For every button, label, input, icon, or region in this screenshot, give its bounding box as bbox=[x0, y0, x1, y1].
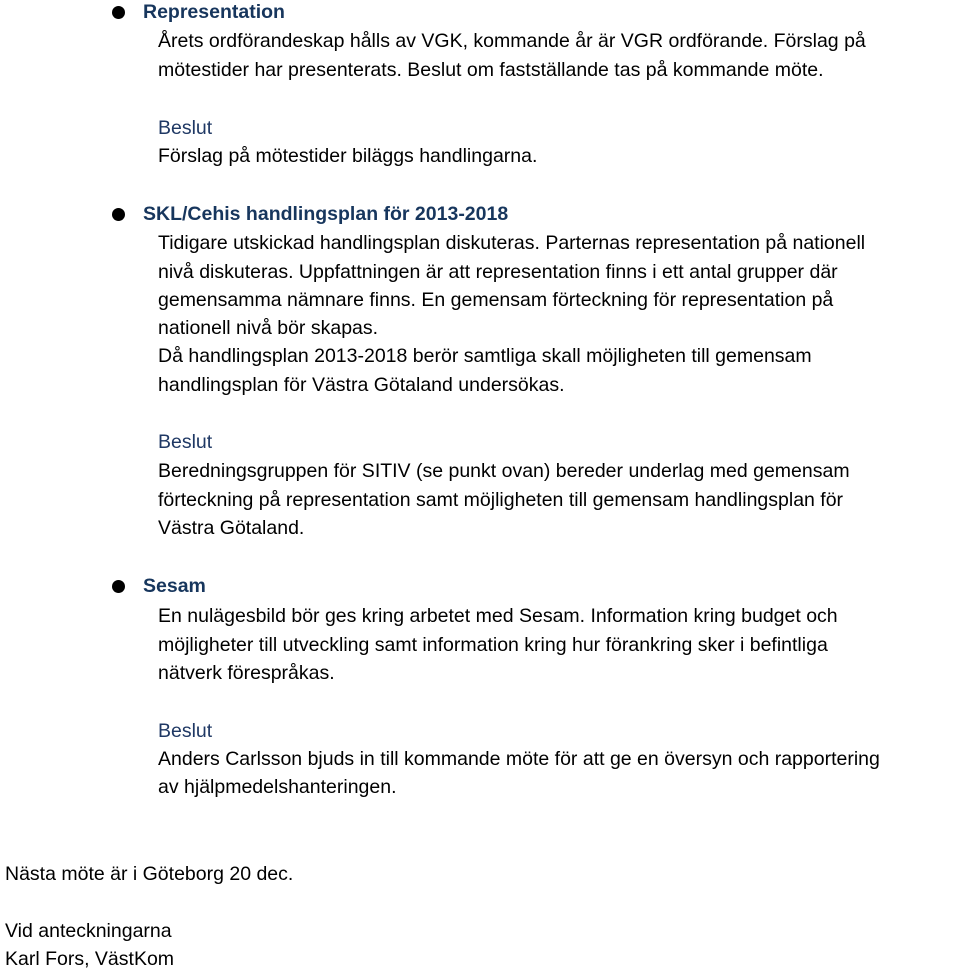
decision-label: Beslut bbox=[158, 720, 213, 742]
section-text: En nulägesbild bör ges kring arbetet med Sesam. Information kring budget och bbox=[158, 605, 838, 627]
section-text: Då handlingsplan 2013-2018 berör samtliga skall möjligheten till gemensam bbox=[158, 345, 812, 367]
decision-text: Förslag på mötestider biläggs handlingarna. bbox=[158, 145, 538, 167]
section-heading: Sesam bbox=[143, 575, 206, 597]
decision-text: Beredningsgruppen för SITIV (se punkt ovan) bereder underlag med gemensam bbox=[158, 460, 850, 482]
decision-text: av hjälpmedelshanteringen. bbox=[158, 776, 397, 798]
bullet-icon bbox=[112, 580, 125, 593]
section-text: nationell nivå bör skapas. bbox=[158, 317, 379, 339]
decision-text: Västra Götaland. bbox=[158, 517, 305, 539]
section-heading: SKL/Cehis handlingsplan för 2013-2018 bbox=[143, 203, 509, 225]
section-heading: Representation bbox=[143, 1, 285, 23]
section-text: nätverk förespråkas. bbox=[158, 662, 335, 684]
bullet-icon bbox=[112, 208, 125, 221]
section-text: Tidigare utskickad handlingsplan diskuteras. Parternas representation på nationell bbox=[158, 232, 866, 254]
section-text: nivå diskuteras. Uppfattningen är att representation finns i ett antal grupper där bbox=[158, 261, 838, 283]
section-text: möjligheter till utveckling samt information kring hur förankring sker i befintliga bbox=[158, 634, 828, 656]
bullet-icon bbox=[112, 6, 125, 19]
decision-label: Beslut bbox=[158, 431, 213, 453]
section-text: Årets ordförandeskap hålls av VGK, kommande år är VGR ordförande. Förslag på bbox=[158, 30, 866, 52]
signoff-label: Vid anteckningarna bbox=[5, 920, 172, 942]
section-text: handlingsplan för Västra Götaland undersökas. bbox=[158, 374, 565, 396]
next-meeting-text: Nästa möte är i Göteborg 20 dec. bbox=[5, 863, 294, 885]
signoff-name: Karl Fors, VästKom bbox=[5, 948, 175, 970]
section-text: mötestider har presenterats. Beslut om fastställande tas på kommande möte. bbox=[158, 59, 824, 81]
decision-label: Beslut bbox=[158, 117, 213, 139]
section-text: gemensamma nämnare finns. En gemensam förteckning för representation på bbox=[158, 289, 834, 311]
decision-text: Anders Carlsson bjuds in till kommande möte för att ge en översyn och rapportering bbox=[158, 748, 880, 770]
decision-text: förteckning på representation samt möjligheten till gemensam handlingsplan för bbox=[158, 489, 844, 511]
